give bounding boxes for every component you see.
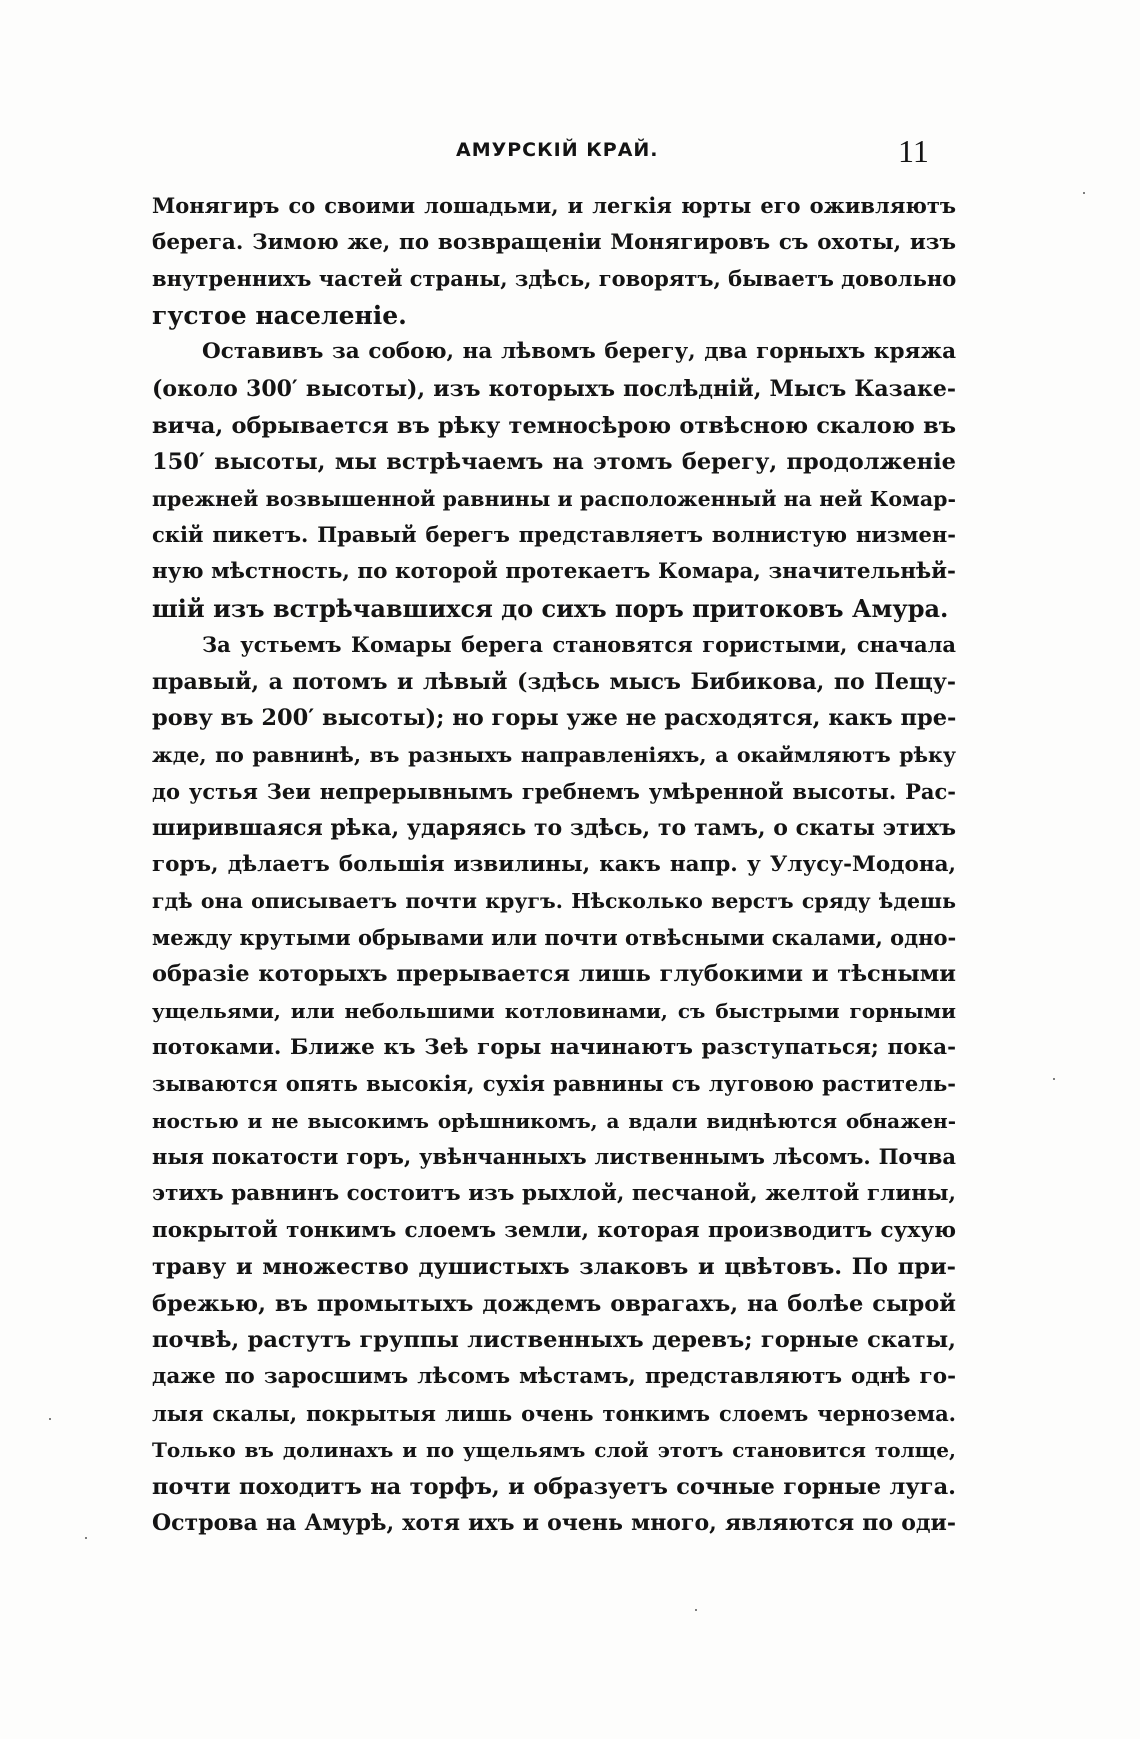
text-line: 150′ высоты, мы встрѣчаемъ на этомъ берегу, продолженіе [152,449,956,476]
text-line: горъ, дѣлаетъ большія извилины, какъ напр. у Улусу-Модона, [152,851,956,877]
text-line: шій изъ встрѣчавшихся до сихъ поръ притоковъ Амура. [152,593,949,623]
text-line: Оставивъ за собою, на лѣвомъ берегу, два горныхъ кряжа [202,339,956,365]
text-line: ущельями, или небольшими котловинами, съ быстрыми горными [152,999,956,1024]
text-line: между крутыми обрывами или почти отвѣсными скалами, одно- [152,924,957,950]
text-line: покрытой тонкимъ слоемъ земли, которая производитъ сухую [152,1217,956,1243]
text-line: жде, по равнинѣ, въ разныхъ направленіяхъ, а окаймляютъ рѣку [152,742,956,767]
running-head [0,133,1140,173]
text-line: образіе которыхъ прерывается лишь глубокими и тѣсными [152,961,956,988]
scan-speck [695,1609,697,1611]
text-line: правый, а потомъ и лѣвый (здѣсь мысъ Бибикова, по Пещу- [152,668,956,695]
text-line: до устья Зеи непрерывнымъ гребнемъ умѣренной высоты. Рас- [152,778,956,804]
text-line: внутреннихъ частей страны, здѣсь, говорятъ, бываетъ довольно [152,266,957,292]
text-line: Острова на Амурѣ, хотя ихъ и очень много, являются по оди- [152,1510,956,1537]
text-line: вича, обрывается въ рѣку темносѣрою отвѣсною скалою въ [152,412,956,439]
scan-speck [1083,192,1085,194]
text-line: Монягиръ со своими лошадьми, и легкія юрты его оживляютъ [152,193,956,218]
text-line: рову въ 200′ высоты); но горы уже не расходятся, какъ пре- [152,705,957,732]
text-line: Только въ долинахъ и по ущельямъ слой этотъ становится толще, [152,1438,956,1463]
text-line: брежью, въ промытыхъ дождемъ оврагахъ, на болѣе сырой [152,1290,956,1317]
scan-speck [49,1418,51,1420]
text-line: ширившаяся рѣка, ударяясь то здѣсь, то тамъ, о скаты этихъ [152,815,956,842]
running-title: АМУРСКІЙ КРАЙ. [456,139,659,161]
text-line: ностью и не высокимъ орѣшникомъ, а вдали виднѣются обнажен- [152,1108,956,1133]
text-line: берега. Зимою же, по возвращеніи Монягировъ съ охоты, изъ [152,229,956,255]
text-line: прежней возвышенной равнины и расположенный на ней Комар- [152,486,956,511]
page-number: 11 [898,133,929,169]
scan-speck [85,1537,87,1539]
text-line: почвѣ, растутъ группы лиственныхъ деревъ; горные скаты, [152,1327,956,1354]
scan-speck [1053,1078,1055,1080]
text-line: ную мѣстность, по которой протекаетъ Комара, значительнѣй- [152,558,956,584]
body-text [152,188,956,1542]
text-line: гдѣ она описываетъ почти кругъ. Нѣсколько верстъ сряду ѣдешь [152,889,956,914]
text-line: густое населеніе. [152,300,407,330]
text-line: лыя скалы, покрытыя лишь очень тонкимъ слоемъ чернозема. [152,1400,956,1426]
text-line: За устьемъ Комары берега становятся гористыми, сначала [202,632,956,658]
text-line: траву и множество душистыхъ злаковъ и цвѣтовъ. По при- [152,1254,956,1281]
text-line: зываются опять высокія, сухія равнины съ луговою раститель- [152,1071,956,1097]
text-line: (около 300′ высоты), изъ которыхъ послѣдній, Мысъ Казаке- [152,375,956,402]
text-line: ныя покатости горъ, увѣнчанныхъ лиственнымъ лѣсомъ. Почва [152,1144,956,1170]
text-line: этихъ равнинъ состоитъ изъ рыхлой, песчаной, желтой глины, [152,1181,956,1207]
text-line: даже по заросшимъ лѣсомъ мѣстамъ, представляютъ однѣ го- [152,1364,956,1389]
text-line: почти походитъ на торфъ, и образуетъ сочные горные луга. [152,1473,956,1500]
text-line: потоками. Ближе къ Зеѣ горы начинаютъ разступаться; пока- [152,1034,956,1060]
text-line: скій пикетъ. Правый берегъ представляетъ волнистую низмен- [152,522,956,548]
